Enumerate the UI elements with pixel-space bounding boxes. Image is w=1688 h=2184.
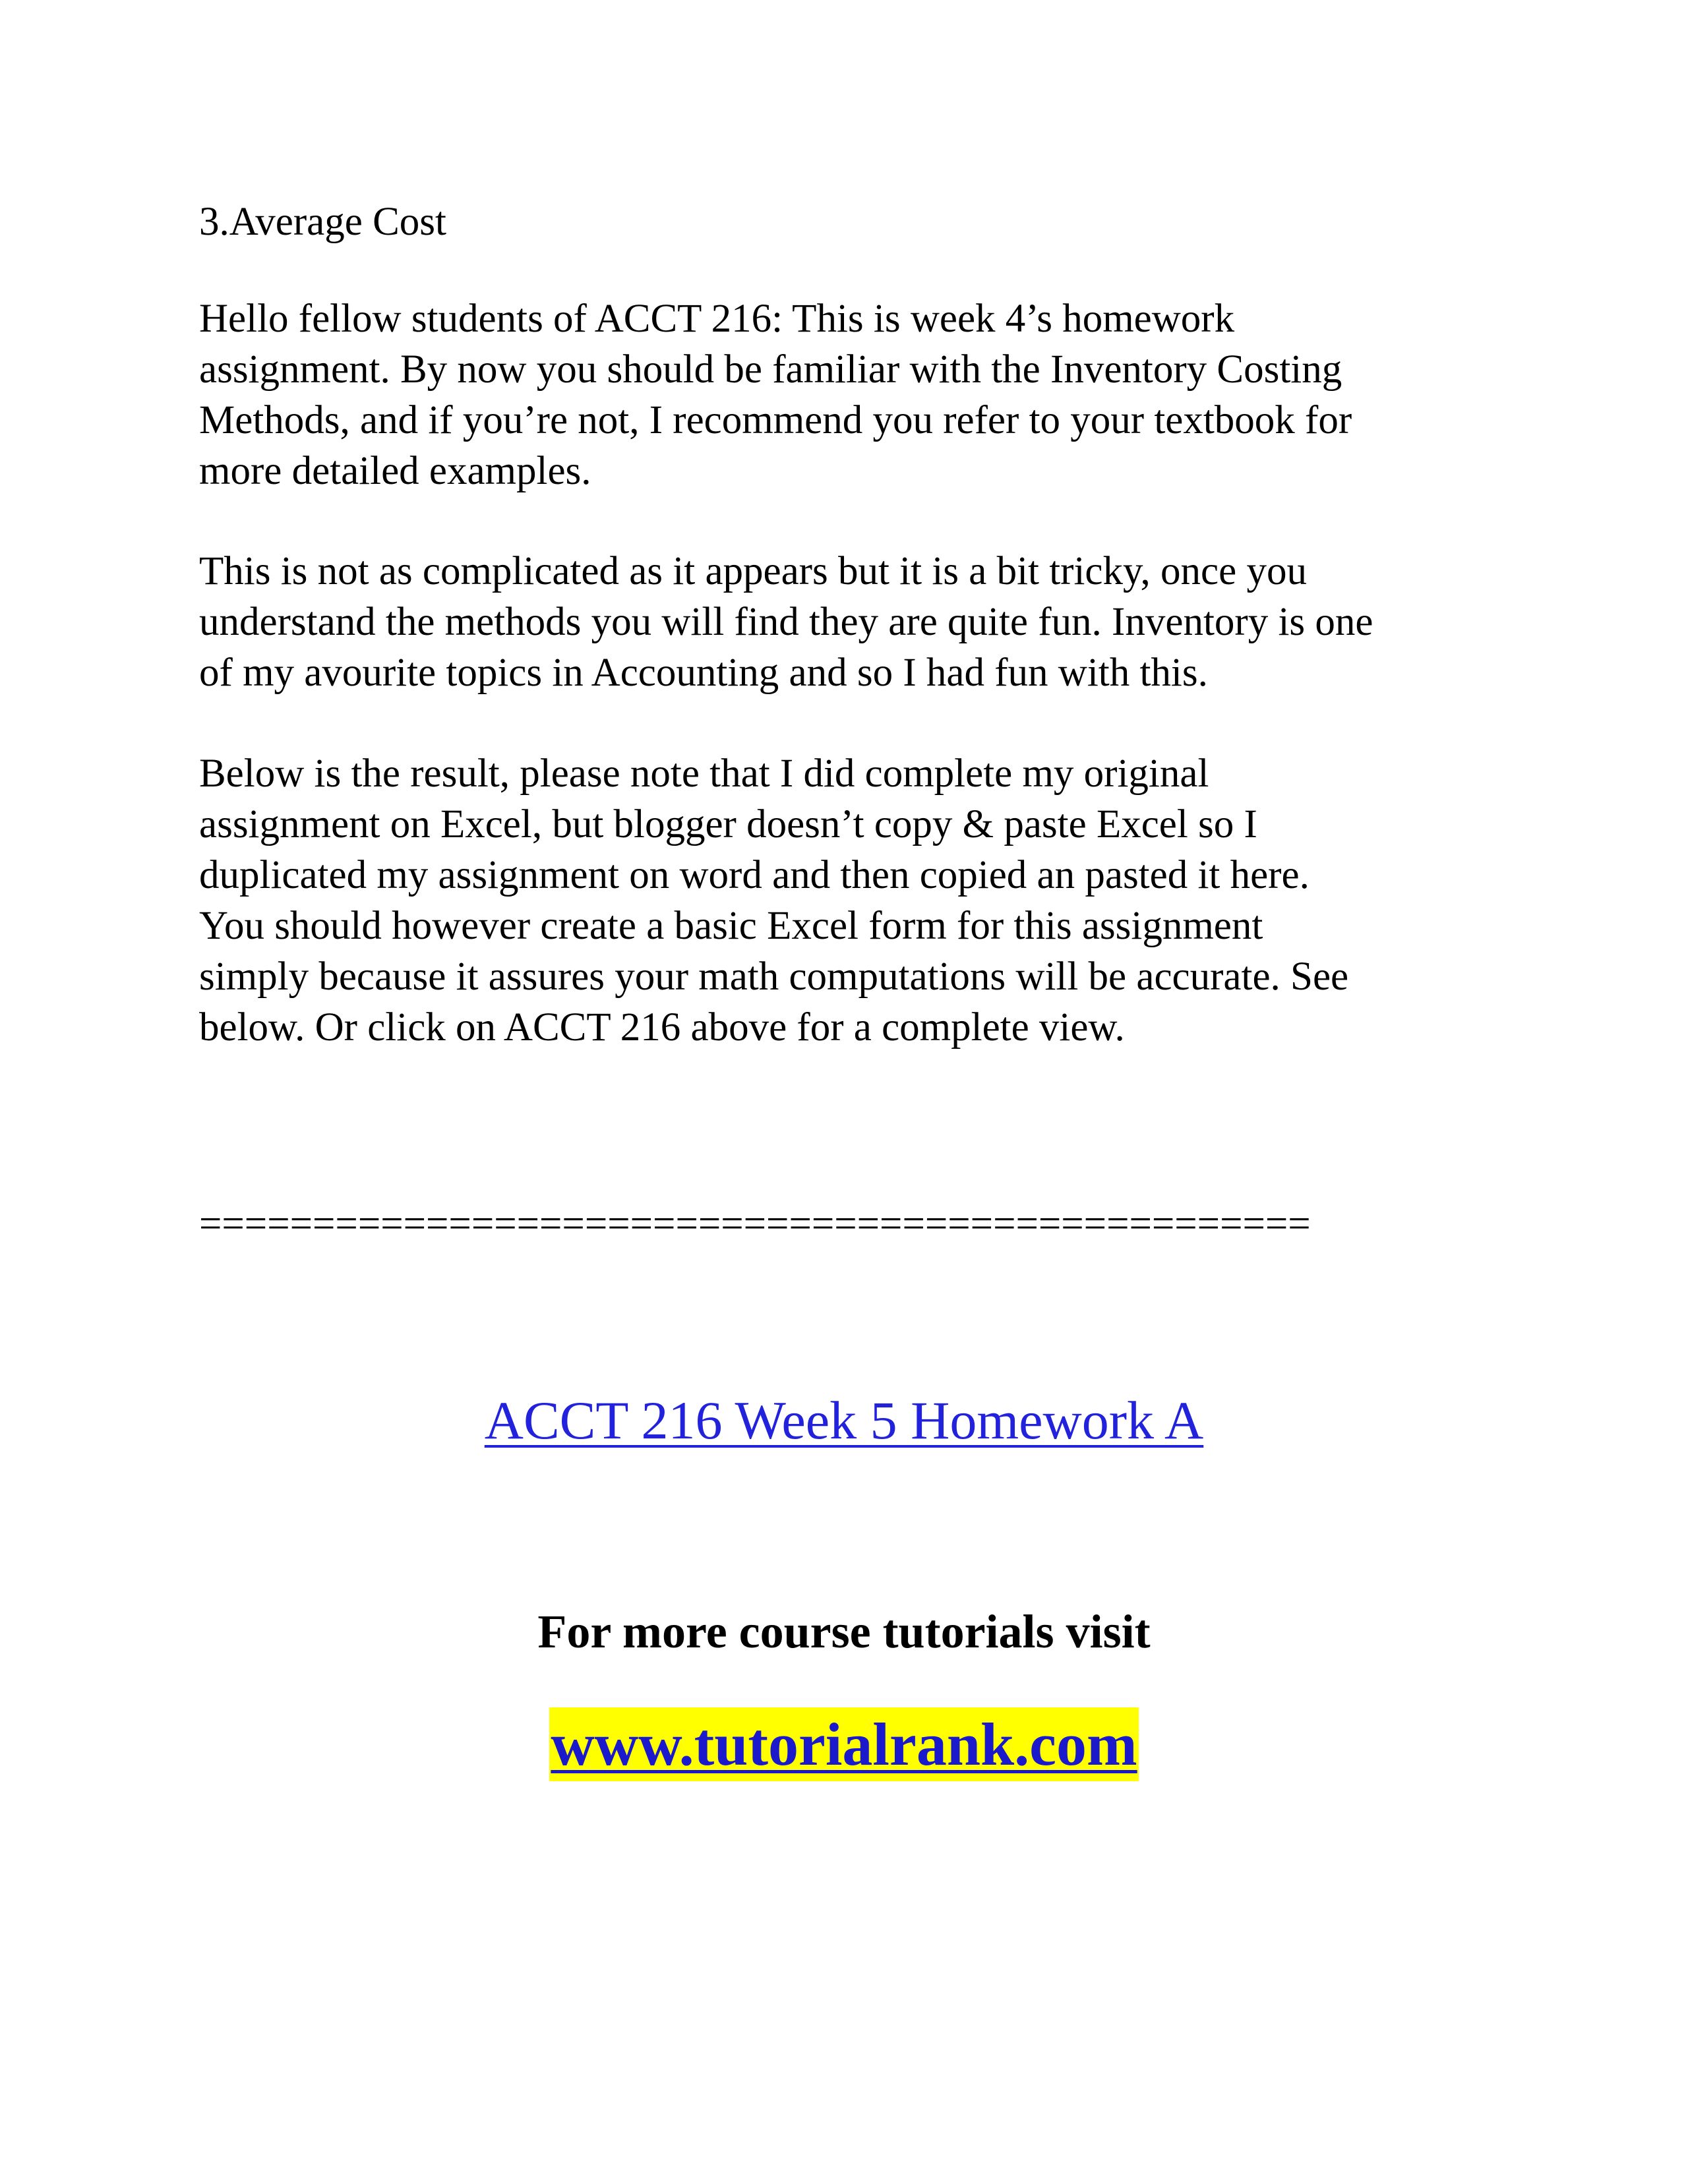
site-link-container	[0, 1707, 1688, 1781]
text-divider: =================================================	[199, 1202, 1311, 1246]
section-heading: 3.Average Cost	[199, 200, 446, 244]
cta-heading: For more course tutorials visit	[537, 1605, 1151, 1658]
homework-link-container	[0, 1388, 1688, 1454]
result-paragraph: Below is the result, please note that I did complete my original assignment on Excel, but blogger doesn’t copy & paste Excel so I duplicated my assignment on word and then copied an pasted it here. You should however create a basic Excel form for this assignment simply because it assures your math computations will be accurate. See below. Or click on ACCT 216 above for a complete view.	[199, 752, 1349, 1049]
site-link[interactable]: www.tutorialrank.com	[549, 1707, 1138, 1781]
intro-paragraph: Hello fellow students of ACCT 216: This is week 4’s homework assignment. By now you should be familiar with the Inventory Costing Methods, and if you’re not, I recommend you refer to your textbook for more detailed examples.	[199, 297, 1352, 493]
homework-link[interactable]: ACCT 216 Week 5 Homework A	[484, 1390, 1204, 1450]
explanation-paragraph: This is not as complicated as it appears but it is a bit tricky, once you understand the methods you will find they are quite fun. Inventory is one of my avourite topics in Accounting and so I had fun with this.	[199, 549, 1373, 695]
